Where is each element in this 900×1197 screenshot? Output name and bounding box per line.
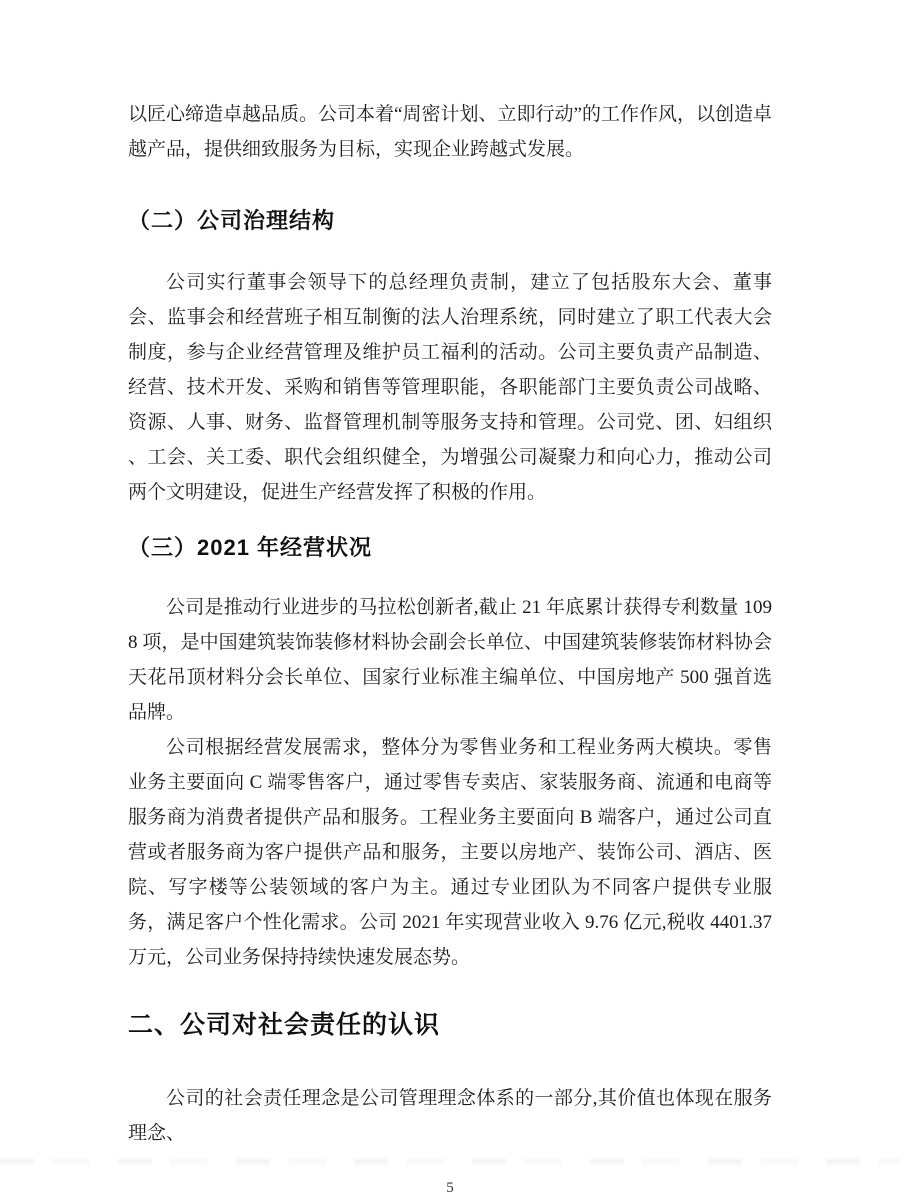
- paragraph-business-segments: 公司根据经营发展需求，整体分为零售业务和工程业务两大模块。零售业务主要面向 C 端零售客户，通过零售专卖店、家装服务商、流通和电商等服务商为消费者提供产品和服务。工程业务主要面向 B 端客户，通过公司直营或者服务商为客户提供产品和服务，主要以房地产、装饰公司、酒店、医院、写字楼等公装领域的客户为主。通过专业团队为不同客户提供专业服务，满足客户个性化需求。公司 2021 年实现营业收入 9.76 亿元,税收 4401.37 万元，公司业务保持持续快速发展态势。: [128, 737, 772, 968]
- heading-social-responsibility: 二、公司对社会责任的认识: [128, 1011, 441, 1039]
- next-page-edge: [0, 1158, 900, 1165]
- paragraph-responsibility-concept: 公司的社会责任理念是公司管理理念体系的一部分,其价值也体现在服务理念、: [128, 1088, 772, 1144]
- heading-corporate-governance: （二）公司治理结构: [128, 208, 336, 233]
- paragraph-company-intro-continued: 以匠心缔造卓越品质。公司本着“周密计划、立即行动”的工作作风，以创造卓越产品，提供细致服务为目标，实现企业跨越式发展。: [128, 104, 772, 160]
- page-number: 5: [446, 1180, 454, 1196]
- paragraph-governance: 公司实行董事会领导下的总经理负责制，建立了包括股东大会、董事会、监事会和经营班子相互制衡的法人治理系统，同时建立了职工代表大会制度，参与企业经营管理及维护员工福利的活动。公司主要负责产品制造、经营、技术开发、采购和销售等管理职能，各职能部门主要负责公司战略、资源、人事、财务、监督管理机制等服务支持和管理。公司党、团、妇组织 、工会、关工委、职代会组织健全，为增强公司凝聚力和向心力，推动公司两个文明建设，促进生产经营发挥了积极的作用。: [128, 272, 772, 503]
- paragraph-operations-overview: 公司是推动行业进步的马拉松创新者,截止 21 年底累计获得专利数量 1098 项，是中国建筑装饰装修材料协会副会长单位、中国建筑装修装饰材料协会天花吊顶材料分会长单位、国家行业标准主编单位、中国房地产 500 强首选品牌。: [128, 597, 772, 723]
- heading-2021-operations: （三）2021 年经营状况: [128, 535, 373, 560]
- page-footer: [128, 1179, 772, 1197]
